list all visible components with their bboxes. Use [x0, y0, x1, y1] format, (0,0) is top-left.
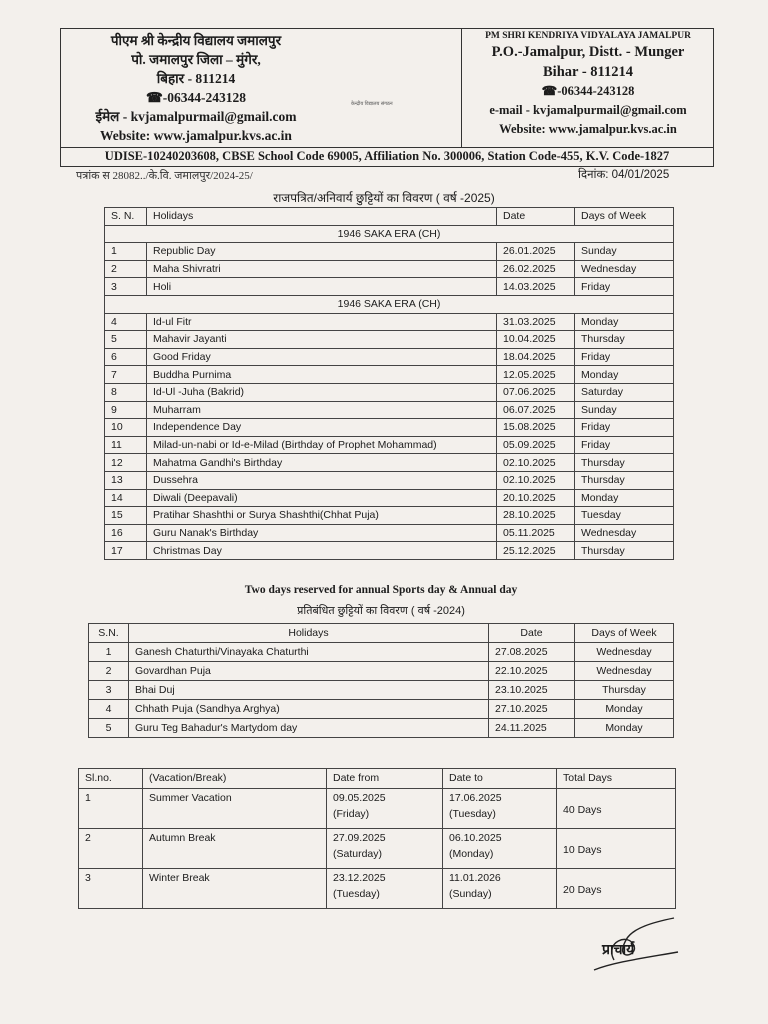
- holiday-name: Muharram: [147, 401, 497, 419]
- holiday-sn: 14: [105, 489, 147, 507]
- website-hindi: Website: www.jamalpur.kvs.ac.in: [100, 128, 292, 143]
- table-row: [105, 313, 674, 331]
- holiday-name: Holi: [147, 278, 497, 296]
- holiday-sn: 7: [105, 366, 147, 384]
- holiday-name: Guru Nanak's Birthday: [147, 524, 497, 542]
- table-row: [105, 366, 674, 384]
- table-header-row: [79, 769, 676, 789]
- holiday-day: Friday: [575, 348, 674, 366]
- holiday-date: 24.11.2025: [489, 719, 575, 738]
- holiday-day: Monday: [575, 719, 674, 738]
- header-sn: S.N.: [89, 624, 129, 643]
- header-sn: S. N.: [105, 208, 147, 226]
- table-row: [89, 662, 674, 681]
- holiday-name: Bhai Duj: [129, 681, 489, 700]
- vacation-to-day: (Sunday): [449, 888, 492, 900]
- holiday-date: 02.10.2025: [497, 454, 575, 472]
- table-row: [105, 471, 674, 489]
- vacation-total-days: 20 Days: [557, 869, 676, 909]
- website-english: Website: www.jamalpur.kvs.ac.in: [499, 122, 677, 136]
- holiday-sn: 5: [89, 719, 129, 738]
- header-date: Date: [497, 208, 575, 226]
- holiday-name: Ganesh Chaturthi/Vinayaka Chaturthi: [129, 643, 489, 662]
- holiday-date: 20.10.2025: [497, 489, 575, 507]
- holiday-date: 12.05.2025: [497, 366, 575, 384]
- vacation-from-day: (Saturday): [333, 848, 383, 860]
- holiday-sn: 13: [105, 471, 147, 489]
- holiday-name: Pratihar Shashthi or Surya Shashthi(Chhat Puja): [147, 507, 497, 525]
- holiday-date: 18.04.2025: [497, 348, 575, 366]
- holiday-name: Govardhan Puja: [129, 662, 489, 681]
- vacation-total-days: 40 Days: [557, 789, 676, 829]
- holiday-day: Thursday: [575, 454, 674, 472]
- holiday-name: Id-ul Fitr: [147, 313, 497, 331]
- header-day: Days of Week: [575, 208, 674, 226]
- vacation-name: Summer Vacation: [143, 789, 327, 829]
- vacation-from: [327, 829, 443, 869]
- holiday-sn: 1: [89, 643, 129, 662]
- holiday-name: Dussehra: [147, 471, 497, 489]
- reference-number: पत्रांक स 28082../के.वि. जमालपुर/2024-25/: [76, 170, 253, 182]
- vacation-to-date: 17.06.2025: [449, 792, 502, 804]
- po-hindi: पो. जमालपुर जिला – मुंगेर,: [131, 52, 261, 67]
- holiday-date: 14.03.2025: [497, 278, 575, 296]
- holiday-sn: 1: [105, 243, 147, 261]
- vacation-from-date: 27.09.2025: [333, 832, 386, 844]
- table-row: [89, 700, 674, 719]
- vacation-sl: 1: [79, 789, 143, 829]
- holiday-name: Christmas Day: [147, 542, 497, 560]
- state-hindi: बिहार - 811214: [156, 71, 236, 86]
- vacation-to: [443, 789, 557, 829]
- holiday-day: Thursday: [575, 681, 674, 700]
- po-english: P.O.-Jamalpur, Distt. - Munger: [491, 44, 685, 60]
- email-english: e-mail - kvjamalpurmail@gmail.com: [489, 103, 687, 117]
- holiday-day: Wednesday: [575, 662, 674, 681]
- holiday-name: Mahatma Gandhi's Birthday: [147, 454, 497, 472]
- holiday-date: 15.08.2025: [497, 419, 575, 437]
- holiday-name: Diwali (Deepavali): [147, 489, 497, 507]
- sports-day-note: Two days reserved for annual Sports day & Annual day: [244, 584, 518, 596]
- vacation-to-day: (Tuesday): [449, 808, 496, 820]
- vacation-from-date: 23.12.2025: [333, 872, 386, 884]
- era-row: [105, 295, 674, 313]
- gazetted-holidays-title: राजपत्रित/अनिवार्य छुट्टियों का विवरण ( वर्ष -2025): [273, 191, 495, 205]
- school-name-english: PM SHRI KENDRIYA VIDYALAYA JAMALPUR: [485, 31, 691, 41]
- holiday-sn: 10: [105, 419, 147, 437]
- holiday-sn: 4: [89, 700, 129, 719]
- header-day: Days of Week: [575, 624, 674, 643]
- vacation-to: [443, 829, 557, 869]
- vacation-from-date: 09.05.2025: [333, 792, 386, 804]
- table-row: [105, 401, 674, 419]
- holiday-sn: 11: [105, 436, 147, 454]
- vacation-from-day: (Friday): [333, 808, 370, 820]
- holiday-sn: 2: [105, 260, 147, 278]
- holiday-sn: 15: [105, 507, 147, 525]
- holiday-name: Guru Teg Bahadur's Martydom day: [129, 719, 489, 738]
- holiday-day: Wednesday: [575, 524, 674, 542]
- holiday-day: Thursday: [575, 331, 674, 349]
- table-row: [105, 331, 674, 349]
- header-slno: Sl.no.: [79, 769, 143, 789]
- holiday-day: Sunday: [575, 243, 674, 261]
- header-vacation: (Vacation/Break): [143, 769, 327, 789]
- holiday-day: Tuesday: [575, 507, 674, 525]
- kvs-logo: केन्द्रीय विद्यालय संगठन: [351, 101, 393, 107]
- holiday-day: Saturday: [575, 383, 674, 401]
- table-row: [105, 419, 674, 437]
- table-row: [89, 681, 674, 700]
- holiday-date: 28.10.2025: [497, 507, 575, 525]
- holiday-name: Good Friday: [147, 348, 497, 366]
- table-row: [105, 348, 674, 366]
- table-row: [105, 278, 674, 296]
- holiday-date: 25.12.2025: [497, 542, 575, 560]
- holiday-sn: 16: [105, 524, 147, 542]
- vacation-to-date: 06.10.2025: [449, 832, 502, 844]
- holiday-date: 02.10.2025: [497, 471, 575, 489]
- vacation-from-day: (Tuesday): [333, 888, 380, 900]
- restricted-holidays-title: प्रतिबंधित छुट्टियों का विवरण ( वर्ष -2024): [297, 605, 465, 617]
- table-row: [89, 719, 674, 738]
- holiday-name: Independence Day: [147, 419, 497, 437]
- holiday-date: 27.08.2025: [489, 643, 575, 662]
- holiday-day: Monday: [575, 489, 674, 507]
- vacation-from: [327, 789, 443, 829]
- holiday-date: 05.09.2025: [497, 436, 575, 454]
- holiday-sn: 8: [105, 383, 147, 401]
- table-row: [105, 383, 674, 401]
- holiday-sn: 9: [105, 401, 147, 419]
- holiday-date: 26.02.2025: [497, 260, 575, 278]
- table-header-row: [89, 624, 674, 643]
- holiday-date: 31.03.2025: [497, 313, 575, 331]
- holiday-sn: 3: [89, 681, 129, 700]
- table-row: [79, 869, 676, 909]
- holiday-day: Wednesday: [575, 643, 674, 662]
- phone-english: ☎-06344-243128: [541, 84, 635, 98]
- holiday-day: Friday: [575, 436, 674, 454]
- table-row: [89, 643, 674, 662]
- holiday-day: Monday: [575, 700, 674, 719]
- table-row: [79, 829, 676, 869]
- holiday-day: Monday: [575, 313, 674, 331]
- holiday-sn: 2: [89, 662, 129, 681]
- holiday-date: 05.11.2025: [497, 524, 575, 542]
- era-row: [105, 225, 674, 243]
- holiday-date: 27.10.2025: [489, 700, 575, 719]
- letter-date: दिनांक: 04/01/2025: [578, 169, 670, 181]
- holiday-day: Sunday: [575, 401, 674, 419]
- vacation-table: [78, 768, 676, 909]
- table-row: [105, 524, 674, 542]
- holiday-sn: 4: [105, 313, 147, 331]
- holiday-sn: 6: [105, 348, 147, 366]
- holiday-date: 22.10.2025: [489, 662, 575, 681]
- table-row: [105, 436, 674, 454]
- holiday-day: Friday: [575, 419, 674, 437]
- era-label: 1946 SAKA ERA (CH): [105, 295, 674, 313]
- restricted-holidays-table: [88, 623, 674, 738]
- letterhead: [60, 28, 714, 148]
- holiday-day: Friday: [575, 278, 674, 296]
- holiday-day: Monday: [575, 366, 674, 384]
- holiday-name: Id-Ul -Juha (Bakrid): [147, 383, 497, 401]
- holiday-day: Thursday: [575, 471, 674, 489]
- holiday-sn: 3: [105, 278, 147, 296]
- principal-title: प्राचार्य: [602, 941, 635, 957]
- holiday-name: Milad-un-nabi or Id-e-Milad (Birthday of Prophet Mohammad): [147, 436, 497, 454]
- table-row: [105, 454, 674, 472]
- table-row: [79, 789, 676, 829]
- header-date: Date: [489, 624, 575, 643]
- letterhead-hindi: [61, 29, 331, 149]
- holiday-date: 26.01.2025: [497, 243, 575, 261]
- holiday-name: Republic Day: [147, 243, 497, 261]
- vacation-sl: 3: [79, 869, 143, 909]
- header-date-to: Date to: [443, 769, 557, 789]
- table-header-row: [105, 208, 674, 226]
- phone-hindi: ☎-06344-243128: [145, 90, 247, 105]
- table-row: [105, 260, 674, 278]
- letterhead-english: [461, 29, 714, 147]
- holiday-day: Wednesday: [575, 260, 674, 278]
- vacation-sl: 2: [79, 829, 143, 869]
- vacation-name: Autumn Break: [143, 829, 327, 869]
- gazetted-holidays-table: [104, 207, 674, 560]
- vacation-to-day: (Monday): [449, 848, 494, 860]
- vacation-to-date: 11.01.2026: [449, 872, 501, 884]
- era-label: 1946 SAKA ERA (CH): [105, 225, 674, 243]
- table-row: [105, 489, 674, 507]
- holiday-name: Buddha Purnima: [147, 366, 497, 384]
- holiday-date: 23.10.2025: [489, 681, 575, 700]
- vacation-total-days: 10 Days: [557, 829, 676, 869]
- holiday-sn: 17: [105, 542, 147, 560]
- table-row: [105, 243, 674, 261]
- table-row: [105, 507, 674, 525]
- vacation-from: [327, 869, 443, 909]
- holiday-name: Chhath Puja (Sandhya Arghya): [129, 700, 489, 719]
- vacation-name: Winter Break: [143, 869, 327, 909]
- table-row: [105, 542, 674, 560]
- email-hindi: ईमेल - kvjamalpurmail@gmail.com: [95, 109, 297, 124]
- holiday-date: 06.07.2025: [497, 401, 575, 419]
- holiday-day: Thursday: [575, 542, 674, 560]
- holiday-sn: 12: [105, 454, 147, 472]
- holiday-sn: 5: [105, 331, 147, 349]
- holiday-name: Maha Shivratri: [147, 260, 497, 278]
- vacation-to: [443, 869, 557, 909]
- school-name-hindi: पीएम श्री केन्द्रीय विद्यालय जमालपुर: [110, 33, 282, 48]
- holiday-date: 10.04.2025: [497, 331, 575, 349]
- header-holidays: Holidays: [129, 624, 489, 643]
- holiday-name: Mahavir Jayanti: [147, 331, 497, 349]
- udise-line: UDISE-10240203608, CBSE School Code 69005, Affiliation No. 300006, Station Code-455, K.V. Code-1827: [60, 146, 714, 167]
- header-date-from: Date from: [327, 769, 443, 789]
- holiday-date: 07.06.2025: [497, 383, 575, 401]
- header-holidays: Holidays: [147, 208, 497, 226]
- header-total-days: Total Days: [557, 769, 676, 789]
- state-english: Bihar - 811214: [543, 64, 633, 80]
